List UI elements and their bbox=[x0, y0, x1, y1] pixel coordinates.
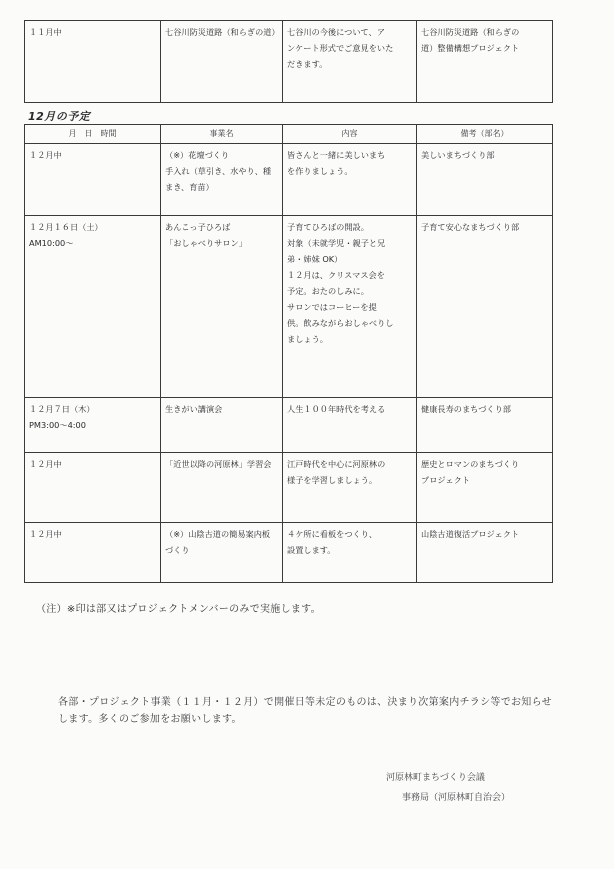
date-cell: １２月中 bbox=[25, 523, 161, 583]
content-cell: ４ケ所に看板をつくり、 設置します。 bbox=[283, 523, 417, 583]
content-cell: 江戸時代を中心に河原林の 様子を学習しましょう。 bbox=[283, 453, 417, 523]
content-cell: 七谷川の今後について、ア ンケート形式でご意見をいた だきます。 bbox=[283, 21, 417, 103]
event-cell: （※）山陰古道の簡易案内板 づくり bbox=[161, 523, 283, 583]
date-cell: １１月中 bbox=[25, 21, 161, 103]
december-schedule-table bbox=[24, 124, 553, 583]
remarks-cell: 美しいまちづくり部 bbox=[417, 144, 553, 216]
table-row bbox=[25, 216, 553, 398]
header-date: 月 日 時間 bbox=[25, 125, 161, 144]
event-cell: 生きがい講演会 bbox=[161, 398, 283, 453]
notice-paragraph: 各部・プロジェクト事業（１１月・１２月）で開催日等未定のものは、決まり次第案内チラシ等でお知らせします。多くのご参加をお願いします。 bbox=[58, 697, 552, 725]
content-cell: 人生１００年時代を考える bbox=[283, 398, 417, 453]
table-row bbox=[25, 21, 553, 103]
footnote: （注）※印は部又はプロジェクトメンバーのみで実施します。 bbox=[36, 604, 321, 615]
remarks-cell: 山陰古道復活プロジェクト bbox=[417, 523, 553, 583]
remarks-cell: 子育て安心なまちづくり部 bbox=[417, 216, 553, 398]
content-cell: 子育てひろばの開設。 対象（未就学児・親子と兄 弟・姉妹 OK） １２月は、クリスマス会を 予定。おたのしみに。 サロンではコーヒーを提 供。飲みながらおしゃべりし ましょう。 bbox=[283, 216, 417, 398]
remarks-cell: 健康長寿のまちづくり部 bbox=[417, 398, 553, 453]
table-header-row bbox=[25, 125, 553, 144]
event-cell: 「近世以降の河原林」学習会 bbox=[161, 453, 283, 523]
table-row bbox=[25, 144, 553, 216]
header-event: 事業名 bbox=[161, 125, 283, 144]
event-cell: （※）花壇づくり 手入れ（草引き、水やり、種 まき、育苗） bbox=[161, 144, 283, 216]
remarks-cell: 歴史とロマンのまちづくり プロジェクト bbox=[417, 453, 553, 523]
event-cell: 七谷川防災道路（和らぎの道） bbox=[161, 21, 283, 103]
office-name: 事務局（河原林町自治会） bbox=[402, 793, 511, 803]
content-cell: 皆さんと一緒に美しいまち を作りましょう。 bbox=[283, 144, 417, 216]
remarks-cell: 七谷川防災道路（和らぎの 道）整備構想プロジェクト bbox=[417, 21, 553, 103]
table-row bbox=[25, 453, 553, 523]
header-content: 内容 bbox=[283, 125, 417, 144]
organization-name: 河原林町まちづくり会議 bbox=[386, 773, 485, 783]
header-remarks: 備考（部名） bbox=[417, 125, 553, 144]
date-cell: １２月中 bbox=[25, 453, 161, 523]
date-cell: １２月１６日（土） AM10:00～ bbox=[25, 216, 161, 398]
table-row bbox=[25, 523, 553, 583]
november-table bbox=[24, 20, 553, 103]
event-cell: あんこっ子ひろば 「おしゃべりサロン」 bbox=[161, 216, 283, 398]
date-cell: １２月７日（木） PM3:00～4:00 bbox=[25, 398, 161, 453]
table-row bbox=[25, 398, 553, 453]
section-title: 12月の予定 bbox=[28, 110, 91, 123]
date-cell: １２月中 bbox=[25, 144, 161, 216]
